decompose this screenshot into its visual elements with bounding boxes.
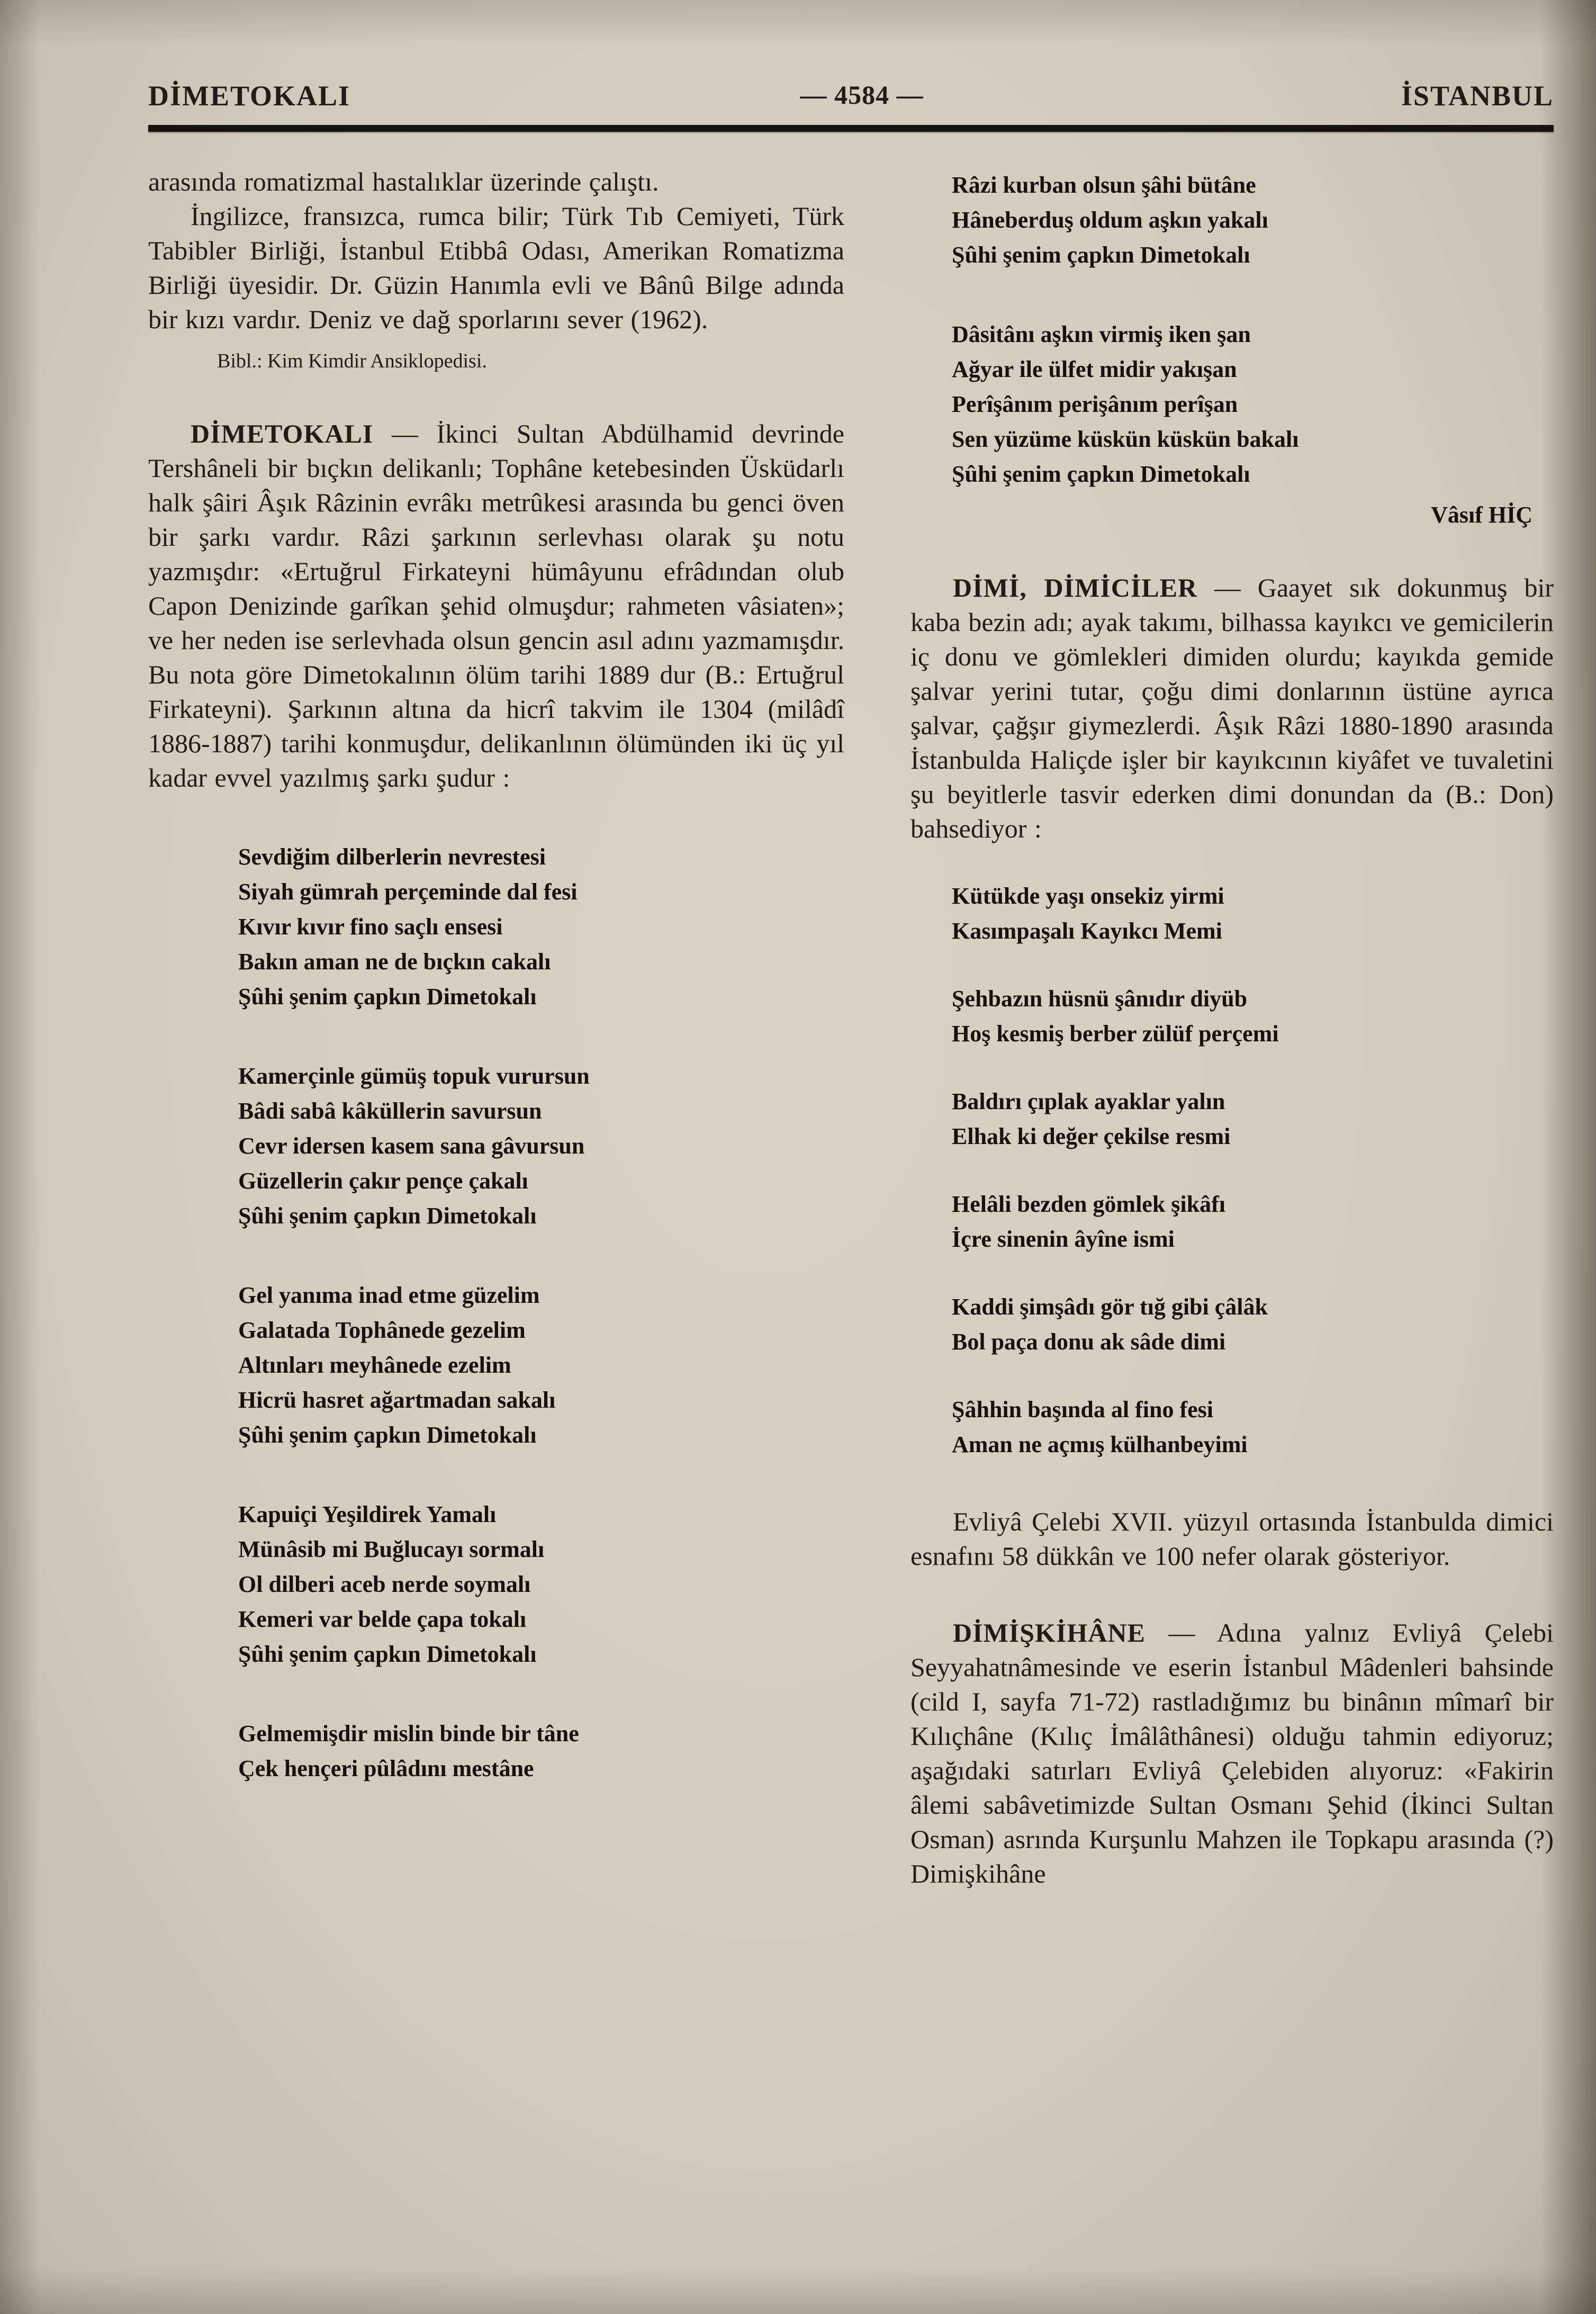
header-entry-left: DİMETOKALI bbox=[148, 80, 351, 112]
verse-line: Kütükde yaşı onsekiz yirmi bbox=[952, 883, 1224, 909]
header-page-number: — 4584 — bbox=[800, 80, 924, 110]
verse-line: Bâdi sabâ kâküllerin savursun bbox=[238, 1098, 542, 1124]
text-columns bbox=[148, 165, 1554, 1891]
verse-stanza bbox=[238, 1716, 844, 1786]
verse-line: Hâneberduş oldum aşkın yakalı bbox=[952, 207, 1268, 233]
entry-term: DİMİ, DİMİCİLER bbox=[953, 573, 1198, 602]
verse-line: Altınları meyhânede ezelim bbox=[238, 1352, 511, 1379]
verse-line: Elhak ki değer çekilse resmi bbox=[952, 1123, 1231, 1149]
verse-couplet bbox=[952, 1187, 1554, 1257]
verse-line: Dâsitânı aşkın virmiş iken şan bbox=[952, 321, 1251, 347]
entry-text: — İkinci Sultan Abdülhamid devrinde Tershâneli bir bıçkın delikanlı; Tophâne ketebesinden Üsküdarlı halk şâiri Âşık Râzinin evrâkı metrûkesi arasında bu genci öven bir şarkı vardır. Râzi şarkının serlevhası olarak şu notu yazmışdır: «Ertuğrul Firkateyni hümâyunu efrâdından olub Capon Denizinde garîkan şehid olmuşdur; rahmeten vâsiaten»; ve her neden ise serlevhada olsun gencin asıl adını yazmamışdır. Bu nota göre Dimetokalının ölüm tarihi 1889 dur (B.: Ertuğrul Firkateyni). Şarkının altına da hicrî takvim ile 1304 (milâdî 1886-1887) tarihi konmuşdur, delikanlının ölümünden iki üç yıl kadar evvel yazılmış şarkı şudur : bbox=[148, 419, 844, 793]
verse-line: Siyah gümrah perçeminde dal fesi bbox=[238, 879, 578, 905]
verse-couplet bbox=[952, 1290, 1554, 1359]
verse-line: Şûhi şenim çapkın Dimetokalı bbox=[952, 461, 1250, 487]
verse-line: Râzi kurban olsun şâhi bütâne bbox=[952, 172, 1256, 198]
verse-line: Kaddi şimşâdı gör tığ gibi çâlâk bbox=[952, 1294, 1268, 1320]
verse-line: Gel yanıma inad etme güzelim bbox=[238, 1282, 540, 1309]
verse-couplet bbox=[952, 982, 1554, 1051]
verse-line: Çek hençeri pûlâdını mestâne bbox=[238, 1755, 534, 1782]
verse-line: Şâhhin başında al fino fesi bbox=[952, 1397, 1213, 1422]
verse-line: Şûhi şenim çapkın Dimetokalı bbox=[952, 242, 1250, 268]
entry-text: — Adına yalnız Evliyâ Çelebi Seyyahatnâmesinde ve eserin İstanbul Mâdenleri bahsinde (cild I, sayfa 71-72) rastladığımız bu binânın mîmarî bir Kılıçhâne (Kılıç İmâlâthânesi) olduğu tahmin ediyoruz; aşağıdaki satırları Evliyâ Çelebiden alıyoruz: «Fakirin âlemi sabâvetimizde Sultan Osmanı Şehid (İkinci Sultan Osman) asrında Kurşunlu Mahzen ile Topkapu arasında (?) Dimişkihâne bbox=[910, 1618, 1554, 1888]
verse-line: Kamerçinle gümüş topuk vurursun bbox=[238, 1063, 590, 1090]
entry-dimi bbox=[910, 571, 1554, 846]
verse-stanza bbox=[238, 840, 844, 1014]
verse-line: Güzellerin çakır pençe çakalı bbox=[238, 1168, 528, 1194]
right-column bbox=[910, 165, 1554, 1891]
left-column bbox=[148, 165, 844, 1891]
header-rule bbox=[148, 125, 1554, 132]
verse-line: Bol paça donu ak sâde dimi bbox=[952, 1329, 1226, 1355]
verse-line: Gelmemişdir mislin binde bir tâne bbox=[238, 1721, 579, 1747]
verse-line: Helâli bezden gömlek şikâfı bbox=[952, 1191, 1225, 1217]
verse-stanza bbox=[952, 317, 1554, 492]
header-entry-right: İSTANBUL bbox=[1401, 80, 1554, 112]
entry-dimetokali bbox=[148, 417, 844, 795]
verse-line: Şehbazın hüsnü şânıdır diyüb bbox=[952, 986, 1248, 1012]
verse-attribution: Vâsıf HİÇ bbox=[1431, 502, 1532, 528]
paragraph-biography: İngilizce, fransızca, rumca bilir; Türk Tıb Cemiyeti, Türk Tabibler Birliği, İstanbul Etibbâ Odası, Amerikan Romatizma Birliği üyesidir. Dr. Güzin Hanımla evli ve Bânû Bilge adında bir kızı vardır. Deniz ve dağ sporlarını sever (1962). bbox=[148, 201, 844, 334]
verse-line: Kemeri var belde çapa tokalı bbox=[238, 1606, 527, 1633]
bibliography-note: Bibl.: Kim Kimdir Ansiklopedisi. bbox=[217, 350, 487, 372]
paragraph-evliya: Evliyâ Çelebi XVII. yüzyıl ortasında İstanbulda dimici esnafını 58 dükkân ve 100 nefer olarak gösteriyor. bbox=[910, 1507, 1554, 1571]
verse-line: Kasımpaşalı Kayıkcı Memi bbox=[952, 918, 1222, 944]
verse-line: Şûhi şenim çapkın Dimetokalı bbox=[238, 1641, 537, 1668]
verse-couplet bbox=[952, 1084, 1554, 1154]
verse-line: Şûhi şenim çapkın Dimetokalı bbox=[238, 984, 537, 1010]
verse-line: Hicrü hasret ağartmadan sakalı bbox=[238, 1387, 556, 1413]
verse-line: Sevdiğim dilberlerin nevrestesi bbox=[238, 844, 546, 870]
verse-line: Galatada Tophânede gezelim bbox=[238, 1317, 526, 1344]
entry-term: DİMETOKALI bbox=[191, 419, 374, 449]
verse-stanza bbox=[238, 1059, 844, 1233]
verse-line: Aman ne açmış külhanbeyimi bbox=[952, 1431, 1248, 1457]
verse-line: Kıvır kıvır fino saçlı ensesi bbox=[238, 914, 503, 940]
verse-line: Baldırı çıplak ayaklar yalın bbox=[952, 1088, 1225, 1114]
verse-line: Perîşânım perişânım perîşan bbox=[952, 391, 1238, 417]
verse-line: Şûhi şenim çapkın Dimetokalı bbox=[238, 1422, 537, 1448]
verse-line: Bakın aman ne de bıçkın cakalı bbox=[238, 949, 551, 975]
verse-couplet bbox=[952, 1392, 1554, 1462]
verse-line: Sen yüzüme küskün küskün bakalı bbox=[952, 426, 1299, 452]
verse-line: Şûhi şenim çapkın Dimetokalı bbox=[238, 1203, 537, 1229]
verse-line: Hoş kesmiş berber zülüf perçemi bbox=[952, 1021, 1279, 1047]
verse-stanza-continuation bbox=[952, 168, 1554, 273]
verse-line: Ol dilberi aceb nerde soymalı bbox=[238, 1571, 531, 1598]
entry-term: DİMİŞKİHÂNE bbox=[953, 1618, 1146, 1647]
verse-couplet bbox=[952, 879, 1554, 949]
entry-dimiskihane bbox=[910, 1616, 1554, 1891]
verse-line: Münâsib mi Buğlucayı sormalı bbox=[238, 1536, 545, 1563]
page-header bbox=[148, 79, 1554, 112]
verse-line: Kapuiçi Yeşildirek Yamalı bbox=[238, 1501, 497, 1528]
verse-stanza bbox=[238, 1278, 844, 1453]
verse-stanza bbox=[238, 1497, 844, 1672]
verse-line: İçre sinenin âyîne ismi bbox=[952, 1226, 1175, 1252]
paragraph-continuation: arasında romatizmal hastalıklar üzerinde çalıştı. bbox=[148, 167, 659, 196]
verse-line: Cevr idersen kasem sana gâvursun bbox=[238, 1133, 585, 1159]
verse-line: Ağyar ile ülfet midir yakışan bbox=[952, 356, 1237, 382]
entry-text: — Gaayet sık dokunmuş bir kaba bezin adı; ayak takımı, bilhassa kayıkcı ve gemicilerin iç donu ve gömlekleri dimiden olurdu; kayıkda gemide şalvar yerini tutar, çoğu dimi donlarının üstüne ayrıca şalvar, çağşır giymezlerdi. Âşık Râzi 1880-1890 arasında İstanbulda Haliçde işler bir kayıkcının kiyâfet ve tuvaletini şu beyitlerle tasvir ederken dimi donundan da (B.: Don) bahsediyor : bbox=[910, 573, 1554, 843]
